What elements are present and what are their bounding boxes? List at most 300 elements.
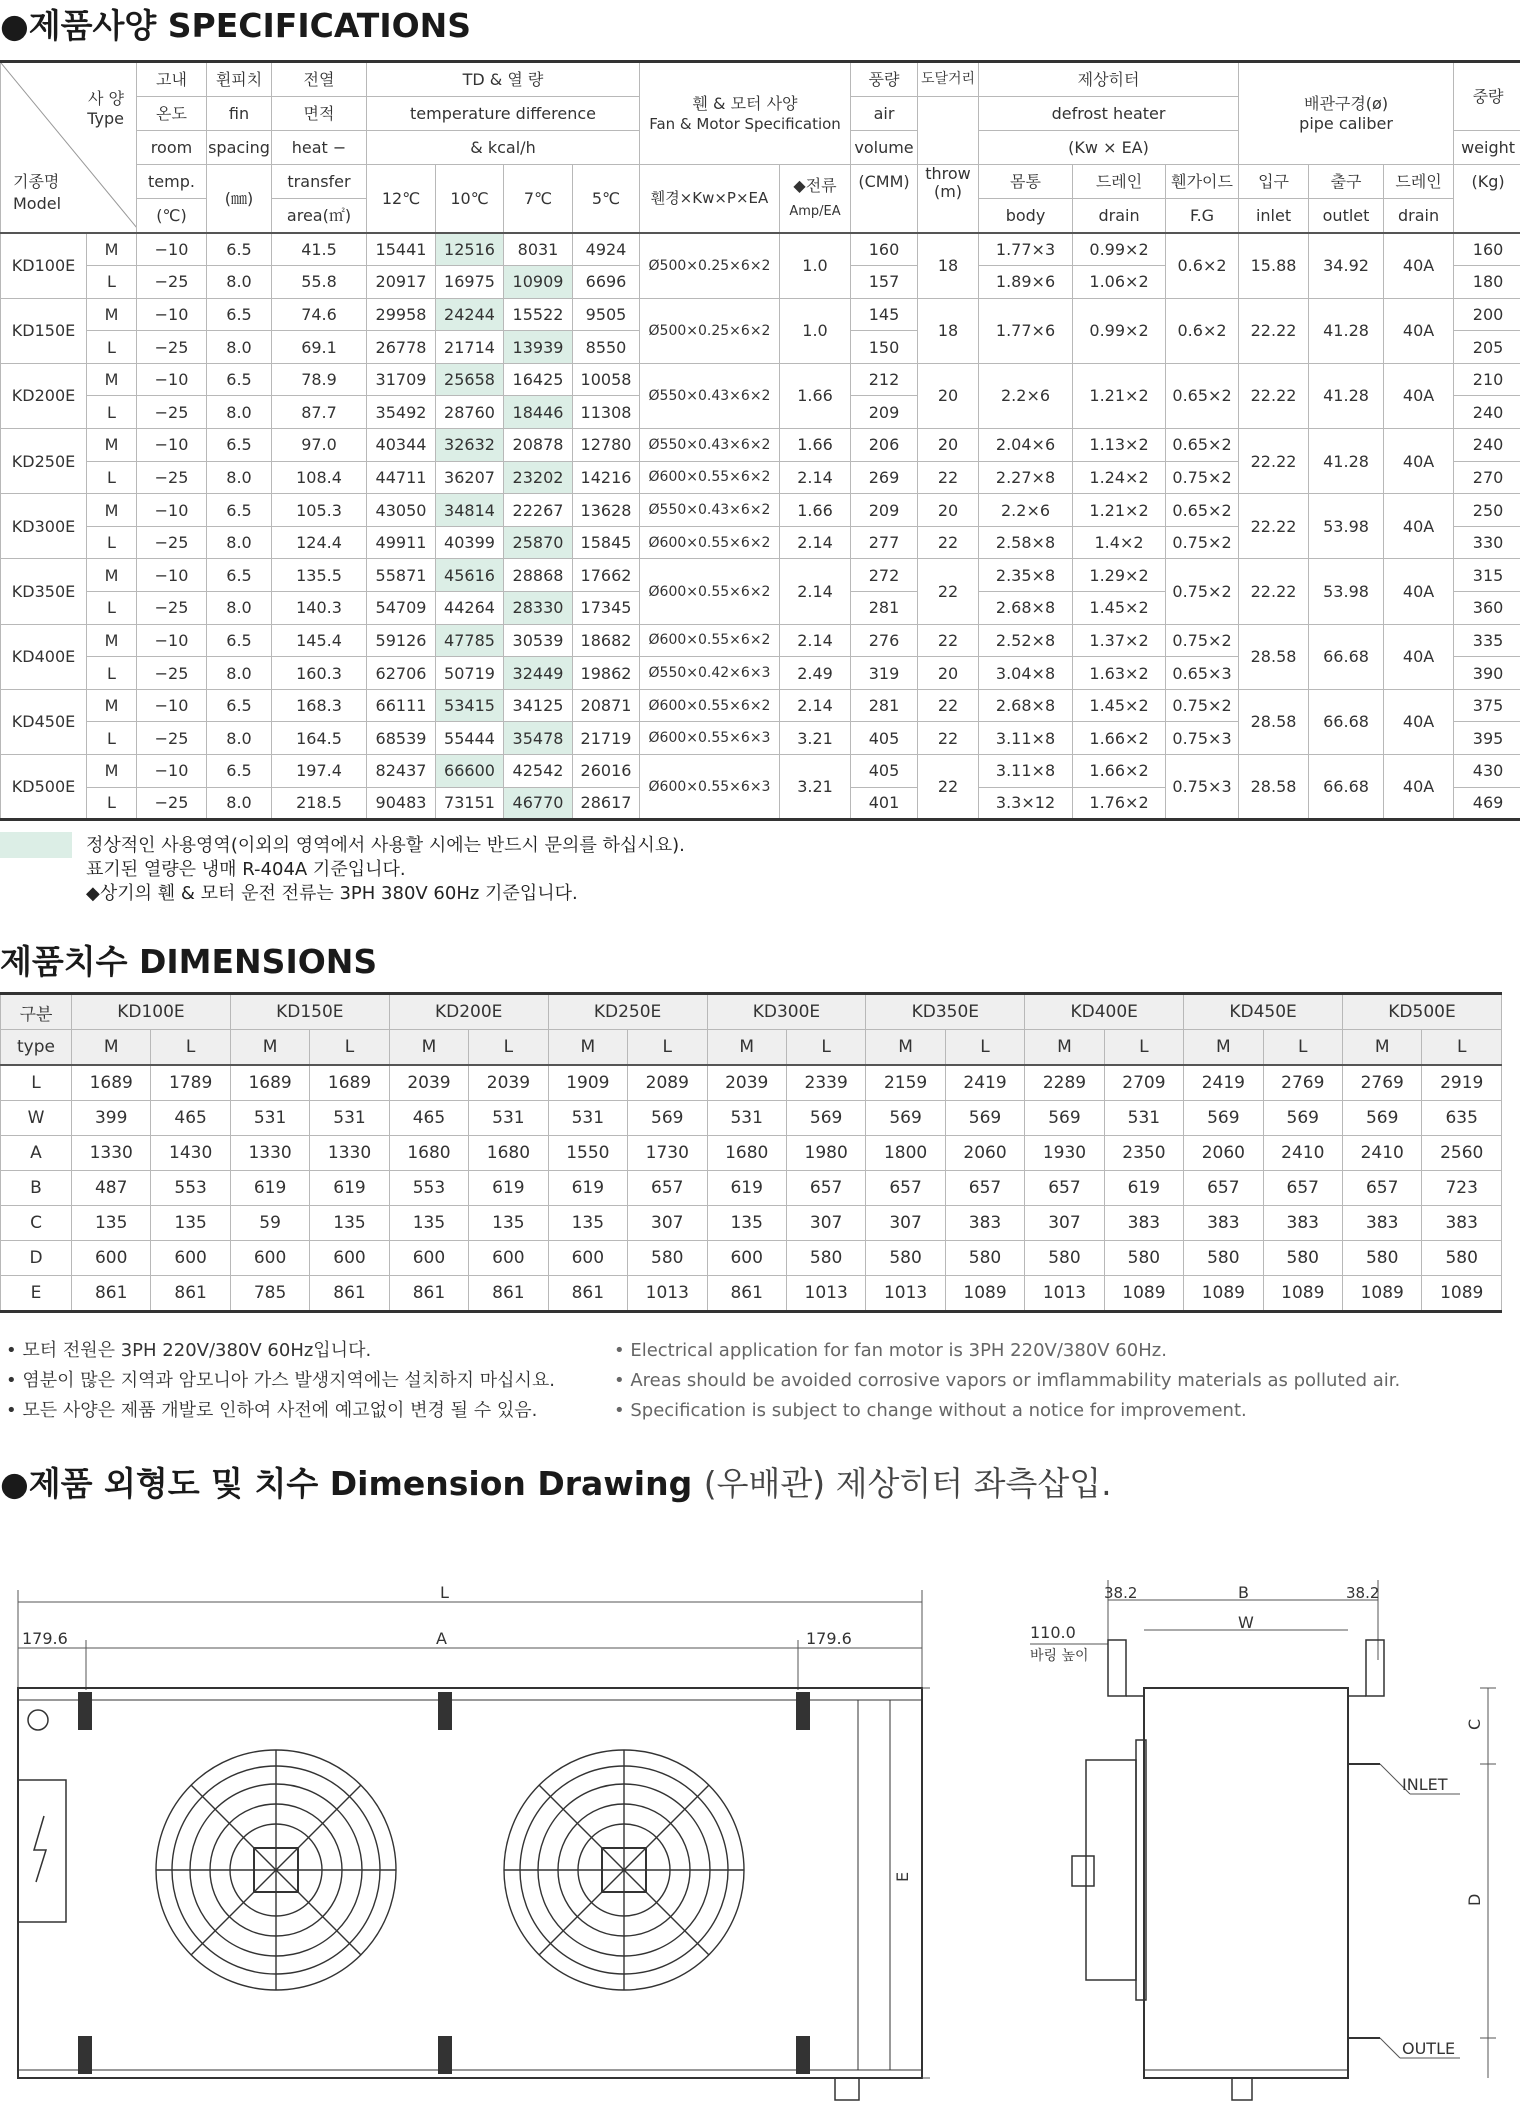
pipe-drain: 40A bbox=[1384, 494, 1454, 559]
front-dim-E: E bbox=[893, 1871, 912, 1882]
throw-blank bbox=[918, 97, 979, 165]
room-temp: −10 bbox=[137, 559, 207, 592]
heater-body: 2.2×6 bbox=[979, 494, 1073, 527]
dim-value: 600 bbox=[548, 1241, 627, 1276]
capacity-td: 15522 bbox=[504, 298, 573, 331]
air-volume: 276 bbox=[851, 624, 918, 657]
capacity-td: 13939 bbox=[504, 331, 573, 364]
dim-value: 580 bbox=[866, 1241, 945, 1276]
fan-sub: Fan & Motor Specification bbox=[649, 114, 841, 133]
capacity-td: 62706 bbox=[367, 657, 436, 690]
dim-value: 657 bbox=[786, 1171, 865, 1206]
room-temp: −25 bbox=[137, 461, 207, 494]
dim-value: 1089 bbox=[1184, 1276, 1263, 1312]
capacity-td: 18682 bbox=[573, 624, 640, 657]
capacity-td: 8031 bbox=[504, 233, 573, 266]
heater-drain: 0.99×2 bbox=[1073, 298, 1166, 363]
capacity-td: 21719 bbox=[573, 722, 640, 755]
front-dim-A: A bbox=[436, 1629, 447, 1648]
side-dim-hang-label: 바링 높이 bbox=[1030, 1648, 1089, 1664]
capacity-td: 17345 bbox=[573, 592, 640, 625]
dim-value: 600 bbox=[230, 1241, 309, 1276]
fan-right bbox=[504, 1750, 744, 1990]
heater-drain: 1.37×2 bbox=[1073, 624, 1166, 657]
dim-model-header: KD500E bbox=[1343, 994, 1502, 1030]
capacity-td: 40344 bbox=[367, 429, 436, 462]
dim-row bbox=[1, 1241, 1502, 1276]
side-dim-CD-lines bbox=[1380, 1688, 1496, 2078]
capacity-td: 30539 bbox=[504, 624, 573, 657]
air-throw: 20 bbox=[918, 657, 979, 690]
capacity-td: 16975 bbox=[436, 266, 504, 299]
type-code: M bbox=[87, 689, 137, 722]
dim-value: 135 bbox=[389, 1206, 468, 1241]
dim-value: 861 bbox=[548, 1276, 627, 1312]
air-volume-h4: (CMM) bbox=[851, 165, 918, 234]
dim-value: 1330 bbox=[72, 1136, 151, 1171]
side-dim-B: B bbox=[1238, 1583, 1249, 1602]
fan-current: 1.0 bbox=[780, 233, 851, 298]
weight: 210 bbox=[1454, 363, 1520, 396]
room-temp-h2: 온도 bbox=[137, 97, 207, 131]
capacity-td: 24244 bbox=[436, 298, 504, 331]
model-label-kr: 기종명 bbox=[13, 172, 60, 191]
fan-motor-spec: Ø500×0.25×6×2 bbox=[640, 298, 780, 363]
room-temp: −25 bbox=[137, 787, 207, 820]
dim-row bbox=[1, 1101, 1502, 1136]
dim-value: 2419 bbox=[945, 1065, 1024, 1101]
dim-type-header: M bbox=[1343, 1030, 1422, 1066]
capacity-td: 42542 bbox=[504, 755, 573, 788]
dim-value: 569 bbox=[945, 1101, 1024, 1136]
heat-transfer-area: 97.0 bbox=[272, 429, 367, 462]
capacity-td: 36207 bbox=[436, 461, 504, 494]
air-volume: 209 bbox=[851, 494, 918, 527]
fin-spacing: 6.5 bbox=[207, 298, 272, 331]
heater-fan-guide: 0.65×2 bbox=[1166, 494, 1239, 527]
drawing-title-main: ●제품 외형도 및 치수 Dimension Drawing bbox=[0, 1464, 693, 1503]
air-volume: 401 bbox=[851, 787, 918, 820]
room-temp-h3: room bbox=[137, 131, 207, 165]
pipe-inlet: 28.58 bbox=[1239, 689, 1309, 754]
type-code: L bbox=[87, 266, 137, 299]
dim-value: 580 bbox=[628, 1241, 707, 1276]
pipe-inlet: 22.22 bbox=[1239, 429, 1309, 494]
type-code: M bbox=[87, 755, 137, 788]
dim-value: 465 bbox=[151, 1101, 230, 1136]
notice-list-kr bbox=[6, 1336, 555, 1426]
dim-value: 383 bbox=[945, 1206, 1024, 1241]
dim-value: 59 bbox=[230, 1206, 309, 1241]
model-label-en: Model bbox=[13, 194, 62, 213]
defrost-drain-en: drain bbox=[1073, 199, 1166, 234]
dim-row bbox=[1, 1206, 1502, 1241]
dim-type-header: L bbox=[310, 1030, 389, 1066]
dim-type-header: M bbox=[1025, 1030, 1104, 1066]
fan-current: 2.14 bbox=[780, 689, 851, 722]
dim-value: 657 bbox=[628, 1171, 707, 1206]
fin-spacing: 6.5 bbox=[207, 755, 272, 788]
fan-current: 1.0 bbox=[780, 298, 851, 363]
capacity-td: 44711 bbox=[367, 461, 436, 494]
capacity-td: 26016 bbox=[573, 755, 640, 788]
side-dim-flange-left: 38.2 bbox=[1104, 1584, 1138, 1602]
capacity-td: 53415 bbox=[436, 689, 504, 722]
pipe-outlet: 53.98 bbox=[1309, 494, 1384, 559]
dim-value: 861 bbox=[151, 1276, 230, 1312]
pipe-outlet: 66.68 bbox=[1309, 689, 1384, 754]
dim-value: 383 bbox=[1263, 1206, 1342, 1241]
dim-value: 619 bbox=[469, 1171, 548, 1206]
type-code: L bbox=[87, 722, 137, 755]
capacity-td: 66600 bbox=[436, 755, 504, 788]
drawing-title-note: (우배관) 제상히터 좌측삽입. bbox=[703, 1464, 1112, 1503]
capacity-td: 4924 bbox=[573, 233, 640, 266]
dim-value: 1550 bbox=[548, 1136, 627, 1171]
pipe-drain: 40A bbox=[1384, 233, 1454, 298]
note-current: ◆상기의 휀 & 모터 운전 전류는 3PH 380V 60Hz 기준입니다. bbox=[86, 883, 578, 904]
dim-model-header: KD450E bbox=[1184, 994, 1343, 1030]
dim-row bbox=[1, 1171, 1502, 1206]
air-throw: 22 bbox=[918, 559, 979, 624]
spec-row bbox=[1, 755, 1520, 788]
dim-value: 600 bbox=[72, 1241, 151, 1276]
heat-transfer-area: 78.9 bbox=[272, 363, 367, 396]
dim-value: 383 bbox=[1422, 1206, 1502, 1241]
throw-h1: 도달거리 bbox=[918, 62, 979, 97]
dim-type-header: M bbox=[389, 1030, 468, 1066]
td-col-5: 5℃ bbox=[573, 165, 640, 234]
dim-value: 1980 bbox=[786, 1136, 865, 1171]
heater-fan-guide: 0.75×2 bbox=[1166, 559, 1239, 624]
heater-body: 2.35×8 bbox=[979, 559, 1073, 592]
fin-spacing: 8.0 bbox=[207, 526, 272, 559]
fan-left bbox=[156, 1750, 396, 1990]
dim-row-label: W bbox=[1, 1101, 72, 1136]
dim-value: 1330 bbox=[310, 1136, 389, 1171]
heat-transfer-area: 74.6 bbox=[272, 298, 367, 331]
side-dim-D: D bbox=[1465, 1893, 1484, 1906]
fan-motor-spec: Ø600×0.55×6×3 bbox=[640, 722, 780, 755]
defrost-unit: (Kw × EA) bbox=[979, 131, 1239, 165]
dim-section-title: 제품치수 DIMENSIONS bbox=[0, 942, 378, 981]
dim-value: 635 bbox=[1422, 1101, 1502, 1136]
dim-value: 135 bbox=[548, 1206, 627, 1241]
dim-type-header: L bbox=[151, 1030, 230, 1066]
fan-current: 3.21 bbox=[780, 755, 851, 820]
spec-table bbox=[0, 60, 1520, 821]
dim-type-header: M bbox=[707, 1030, 786, 1066]
dim-value: 135 bbox=[72, 1206, 151, 1241]
dim-row bbox=[1, 1276, 1502, 1312]
dim-model-header: KD400E bbox=[1025, 994, 1184, 1030]
capacity-td: 12516 bbox=[436, 233, 504, 266]
heater-fan-guide: 0.75×2 bbox=[1166, 526, 1239, 559]
weight: 375 bbox=[1454, 689, 1520, 722]
room-temp: −25 bbox=[137, 526, 207, 559]
front-casing bbox=[18, 1688, 922, 2100]
fan-current: 1.66 bbox=[780, 494, 851, 527]
air-volume: 157 bbox=[851, 266, 918, 299]
dim-value: 580 bbox=[786, 1241, 865, 1276]
dim-value: 569 bbox=[1184, 1101, 1263, 1136]
spec-row bbox=[1, 494, 1520, 527]
pipe-inlet: 22.22 bbox=[1239, 494, 1309, 559]
room-temp: −25 bbox=[137, 396, 207, 429]
heat-transfer-area: 168.3 bbox=[272, 689, 367, 722]
capacity-td: 66111 bbox=[367, 689, 436, 722]
heat-transfer-area: 135.5 bbox=[272, 559, 367, 592]
weight: 180 bbox=[1454, 266, 1520, 299]
dim-value: 307 bbox=[786, 1206, 865, 1241]
type-code: M bbox=[87, 494, 137, 527]
pipe-inlet: 22.22 bbox=[1239, 559, 1309, 624]
air-volume: 319 bbox=[851, 657, 918, 690]
capacity-td: 10058 bbox=[573, 363, 640, 396]
capacity-td: 55871 bbox=[367, 559, 436, 592]
spec-row bbox=[1, 363, 1520, 396]
dim-type-header: L bbox=[1422, 1030, 1502, 1066]
td-unit: & kcal/h bbox=[367, 131, 640, 165]
note-refrigerant: 표기된 열량은 냉매 R-404A 기준입니다. bbox=[86, 859, 406, 880]
heater-fan-guide: 0.75×2 bbox=[1166, 461, 1239, 494]
dim-value: 619 bbox=[548, 1171, 627, 1206]
fan-motor-spec: Ø550×0.42×6×3 bbox=[640, 657, 780, 690]
dim-value: 307 bbox=[866, 1206, 945, 1241]
notice-list-en bbox=[614, 1336, 1400, 1426]
dim-type-header: M bbox=[230, 1030, 309, 1066]
air-throw: 20 bbox=[918, 363, 979, 428]
air-volume: 150 bbox=[851, 331, 918, 364]
area-h4: transfer bbox=[272, 165, 367, 199]
pipe-inlet: 22.22 bbox=[1239, 363, 1309, 428]
capacity-td: 19862 bbox=[573, 657, 640, 690]
type-code: L bbox=[87, 331, 137, 364]
capacity-td: 28868 bbox=[504, 559, 573, 592]
heater-fan-guide: 0.6×2 bbox=[1166, 298, 1239, 363]
fin-spacing: 6.5 bbox=[207, 233, 272, 266]
dim-value: 861 bbox=[707, 1276, 786, 1312]
dim-table bbox=[0, 992, 1502, 1313]
dim-value: 1089 bbox=[1263, 1276, 1342, 1312]
capacity-td: 18446 bbox=[504, 396, 573, 429]
dim-value: 785 bbox=[230, 1276, 309, 1312]
dim-value: 383 bbox=[1343, 1206, 1422, 1241]
air-throw: 22 bbox=[918, 755, 979, 820]
dim-row bbox=[1, 1065, 1502, 1101]
air-volume: 209 bbox=[851, 396, 918, 429]
type-code: M bbox=[87, 624, 137, 657]
dim-value: 2410 bbox=[1343, 1136, 1422, 1171]
air-throw: 22 bbox=[918, 624, 979, 657]
dim-value: 1013 bbox=[866, 1276, 945, 1312]
dimension-drawing bbox=[0, 1560, 1520, 2112]
notice-kr-item: • 모든 사양은 제품 개발로 인하여 사전에 예고없이 변경 될 수 있음. bbox=[6, 1400, 538, 1421]
capacity-td: 9505 bbox=[573, 298, 640, 331]
dim-value: 531 bbox=[707, 1101, 786, 1136]
dim-value: 1730 bbox=[628, 1136, 707, 1171]
capacity-td: 46770 bbox=[504, 787, 573, 820]
capacity-td: 34125 bbox=[504, 689, 573, 722]
weight: 360 bbox=[1454, 592, 1520, 625]
heater-body: 3.3×12 bbox=[979, 787, 1073, 820]
capacity-td: 68539 bbox=[367, 722, 436, 755]
capacity-td: 54709 bbox=[367, 592, 436, 625]
dim-value: 569 bbox=[866, 1101, 945, 1136]
weight-h2: weight bbox=[1454, 131, 1520, 165]
dim-model-header: KD300E bbox=[707, 994, 866, 1030]
dim-table-body bbox=[1, 1065, 1502, 1312]
pipe-inlet-en: inlet bbox=[1239, 199, 1309, 234]
air-volume: 145 bbox=[851, 298, 918, 331]
capacity-td: 8550 bbox=[573, 331, 640, 364]
heater-drain: 0.99×2 bbox=[1073, 233, 1166, 266]
heater-body: 2.04×6 bbox=[979, 429, 1073, 462]
heater-drain: 1.24×2 bbox=[1073, 461, 1166, 494]
heater-body: 1.89×6 bbox=[979, 266, 1073, 299]
capacity-td: 26778 bbox=[367, 331, 436, 364]
capacity-td: 32632 bbox=[436, 429, 504, 462]
pipe-inlet: 22.22 bbox=[1239, 298, 1309, 363]
weight: 335 bbox=[1454, 624, 1520, 657]
dim-value: 383 bbox=[1104, 1206, 1183, 1241]
front-dim-L: L bbox=[440, 1583, 449, 1602]
heater-fan-guide: 0.6×2 bbox=[1166, 233, 1239, 298]
type-code: M bbox=[87, 298, 137, 331]
capacity-td: 11308 bbox=[573, 396, 640, 429]
side-dim-W: W bbox=[1238, 1613, 1254, 1632]
room-temp: −10 bbox=[137, 755, 207, 788]
heat-transfer-area: 164.5 bbox=[272, 722, 367, 755]
dim-value: 2060 bbox=[945, 1136, 1024, 1171]
air-throw: 20 bbox=[918, 429, 979, 462]
heater-body: 3.04×8 bbox=[979, 657, 1073, 690]
fan-current: 1.66 bbox=[780, 429, 851, 462]
td-col-12: 12℃ bbox=[367, 165, 436, 234]
fin-spacing: 8.0 bbox=[207, 657, 272, 690]
heat-transfer-area: 87.7 bbox=[272, 396, 367, 429]
air-throw: 22 bbox=[918, 526, 979, 559]
dim-value: 1689 bbox=[230, 1065, 309, 1101]
capacity-td: 45616 bbox=[436, 559, 504, 592]
front-dim-left-offset: 179.6 bbox=[22, 1629, 68, 1648]
air-volume: 281 bbox=[851, 592, 918, 625]
dim-value: 1089 bbox=[1104, 1276, 1183, 1312]
weight: 315 bbox=[1454, 559, 1520, 592]
fin-spacing-h4: (㎜) bbox=[207, 165, 272, 234]
air-volume-h3: volume bbox=[851, 131, 918, 165]
dim-value: 1013 bbox=[628, 1276, 707, 1312]
dim-row-label: L bbox=[1, 1065, 72, 1101]
side-dim-flange-right: 38.2 bbox=[1346, 1584, 1380, 1602]
pipe-outlet: 66.68 bbox=[1309, 624, 1384, 689]
capacity-td: 73151 bbox=[436, 787, 504, 820]
fan-motor-spec: Ø600×0.55×6×2 bbox=[640, 624, 780, 657]
throw-h-throw: throw bbox=[925, 164, 971, 183]
weight: 469 bbox=[1454, 787, 1520, 820]
capacity-td: 35478 bbox=[504, 722, 573, 755]
dim-value: 307 bbox=[628, 1206, 707, 1241]
capacity-td: 82437 bbox=[367, 755, 436, 788]
spec-row bbox=[1, 298, 1520, 331]
heat-transfer-area: 197.4 bbox=[272, 755, 367, 788]
dim-value: 1430 bbox=[151, 1136, 230, 1171]
heater-drain: 1.29×2 bbox=[1073, 559, 1166, 592]
dim-value: 135 bbox=[469, 1206, 548, 1241]
pipe-drain: 40A bbox=[1384, 429, 1454, 494]
heater-drain: 1.66×2 bbox=[1073, 722, 1166, 755]
front-dim-right-offset: 179.6 bbox=[806, 1629, 852, 1648]
spec-table-body bbox=[1, 233, 1520, 820]
dim-value: 569 bbox=[786, 1101, 865, 1136]
weight: 430 bbox=[1454, 755, 1520, 788]
capacity-td: 35492 bbox=[367, 396, 436, 429]
heater-drain: 1.45×2 bbox=[1073, 689, 1166, 722]
front-dimensions bbox=[18, 1590, 922, 1700]
room-temp: −10 bbox=[137, 429, 207, 462]
td-title: TD & 열 량 bbox=[367, 62, 640, 97]
dim-value: 1330 bbox=[230, 1136, 309, 1171]
dim-value: 553 bbox=[389, 1171, 468, 1206]
dim-value: 569 bbox=[1343, 1101, 1422, 1136]
dim-value: 1089 bbox=[1343, 1276, 1422, 1312]
defrost-body-kr: 몸통 bbox=[979, 165, 1073, 199]
model-name: KD500E bbox=[1, 755, 87, 820]
air-volume: 281 bbox=[851, 689, 918, 722]
fan-current: 2.14 bbox=[780, 559, 851, 624]
room-temp: −10 bbox=[137, 624, 207, 657]
room-temp: −25 bbox=[137, 266, 207, 299]
air-volume: 272 bbox=[851, 559, 918, 592]
type-code: L bbox=[87, 787, 137, 820]
pipe-outlet: 41.28 bbox=[1309, 429, 1384, 494]
air-throw: 22 bbox=[918, 689, 979, 722]
fin-spacing-h1: 휜피치 bbox=[207, 62, 272, 97]
fin-spacing-h3: spacing bbox=[207, 131, 272, 165]
dim-value: 487 bbox=[72, 1171, 151, 1206]
fin-spacing-h2: fin bbox=[207, 97, 272, 131]
model-name: KD400E bbox=[1, 624, 87, 689]
throw-h2 bbox=[918, 165, 979, 234]
type-code: L bbox=[87, 461, 137, 494]
heater-body: 2.58×8 bbox=[979, 526, 1073, 559]
capacity-td: 10909 bbox=[504, 266, 573, 299]
weight: 250 bbox=[1454, 494, 1520, 527]
room-temp: −10 bbox=[137, 689, 207, 722]
dim-value: 580 bbox=[1263, 1241, 1342, 1276]
type-code: L bbox=[87, 526, 137, 559]
dim-value: 135 bbox=[707, 1206, 786, 1241]
pipe-drain-kr: 드레인 bbox=[1384, 165, 1454, 199]
weight: 330 bbox=[1454, 526, 1520, 559]
capacity-td: 22267 bbox=[504, 494, 573, 527]
dim-value: 135 bbox=[151, 1206, 230, 1241]
dim-value: 569 bbox=[628, 1101, 707, 1136]
air-volume-h2: air bbox=[851, 97, 918, 131]
air-volume: 212 bbox=[851, 363, 918, 396]
dim-value: 2419 bbox=[1184, 1065, 1263, 1101]
weight: 160 bbox=[1454, 233, 1520, 266]
notice-en-item: • Specification is subject to change without a notice for improvement. bbox=[614, 1400, 1247, 1421]
dim-row-label: D bbox=[1, 1241, 72, 1276]
fan-col: 휀경×Kw×P×EA bbox=[640, 165, 780, 234]
room-temp: −10 bbox=[137, 363, 207, 396]
air-throw: 22 bbox=[918, 722, 979, 755]
heater-body: 1.77×6 bbox=[979, 298, 1073, 363]
throw-h-unit: (m) bbox=[933, 182, 963, 201]
fin-spacing: 6.5 bbox=[207, 363, 272, 396]
heater-fan-guide: 0.65×2 bbox=[1166, 363, 1239, 428]
